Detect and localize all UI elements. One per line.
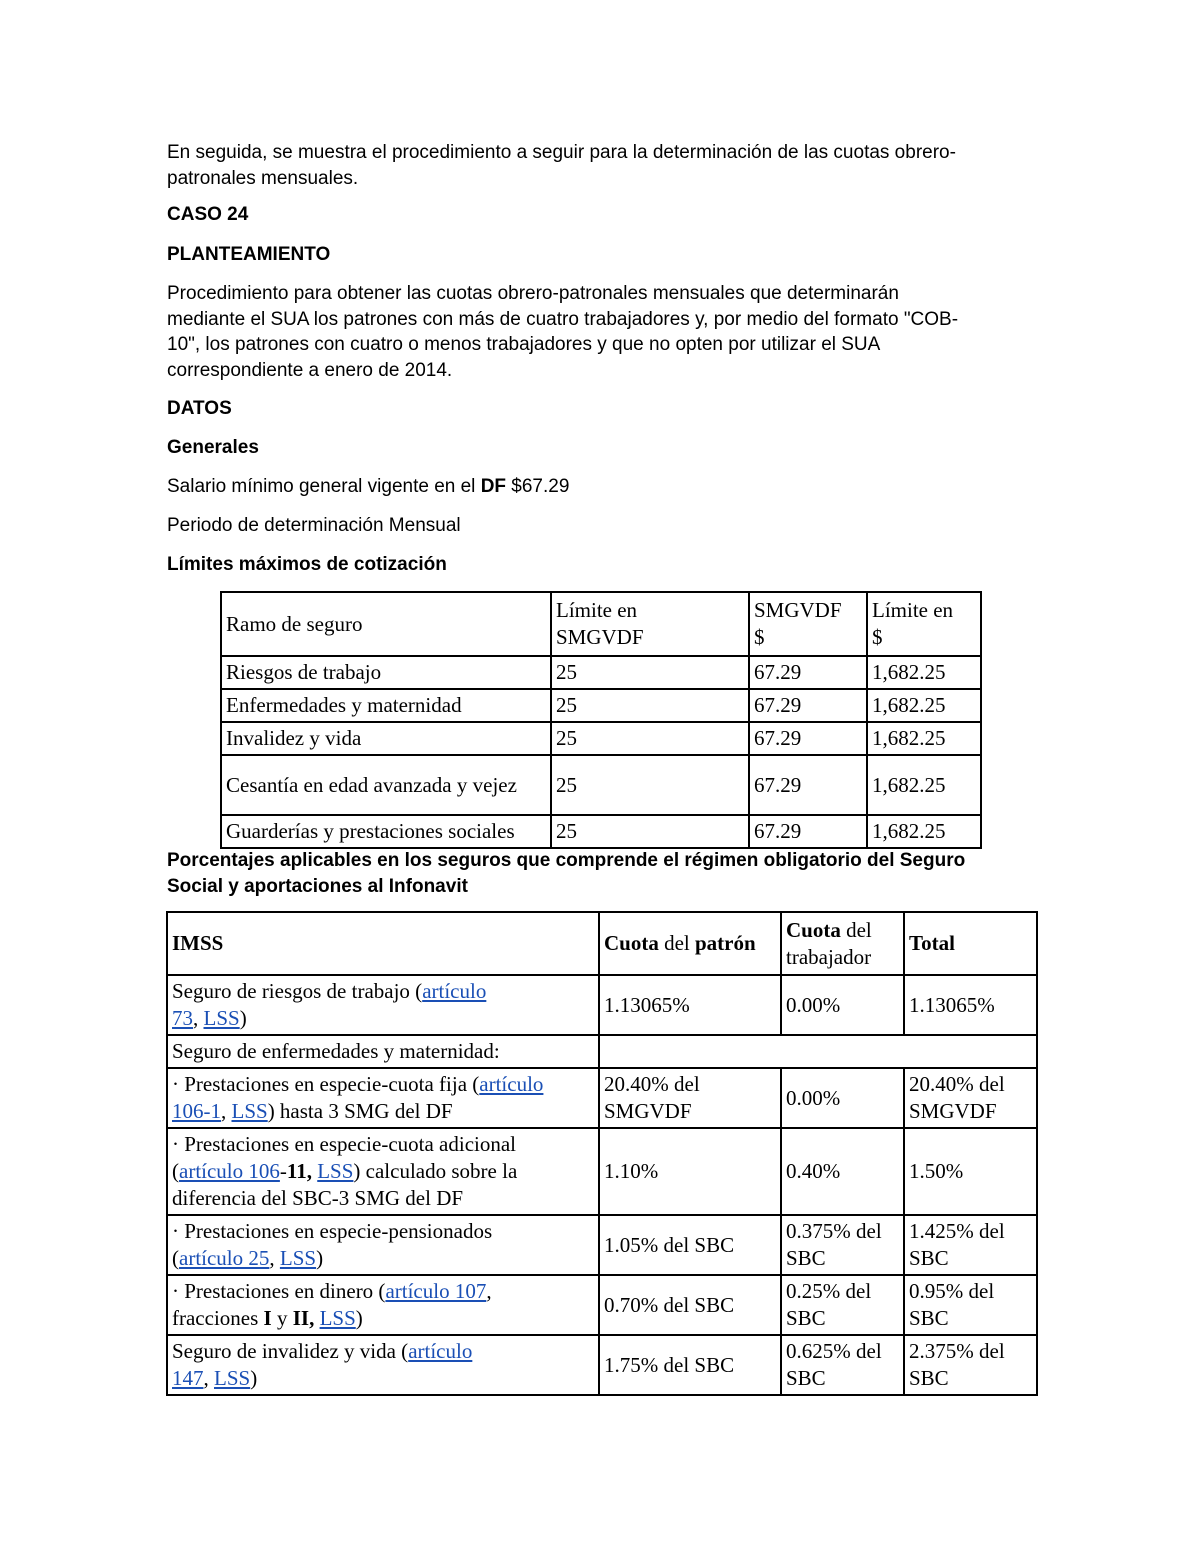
articulo-link[interactable]: artículo (479, 1072, 544, 1096)
datos-heading: DATOS (167, 398, 232, 419)
salario-suffix: $67.29 (506, 476, 570, 497)
patron-cell: 20.40% del SMGVDF (599, 1068, 781, 1128)
total-header-cell: Total (904, 912, 1037, 975)
pesos-cell: 1,682.25 (867, 722, 981, 755)
procedimiento-line-3: 10", los patrones con cuatro o menos trabajadores y que no opten por utilizar el SUA (167, 334, 881, 355)
limits-header-cell: Ramo de seguro (221, 592, 551, 656)
concept-cell: · Prestaciones en dinero (artículo 107, fracciones I y II, LSS) (167, 1275, 599, 1335)
concept-cell: Seguro de invalidez y vida (artículo 147, LSS) (167, 1335, 599, 1395)
lss-link[interactable]: LSS (279, 1246, 317, 1270)
salario-line (167, 474, 1047, 500)
procedimiento-paragraph (167, 281, 1047, 383)
planteamiento-heading: PLANTEAMIENTO (167, 244, 331, 265)
pesos-cell: 1,682.25 (867, 815, 981, 848)
smg-cell: 67.29 (749, 722, 867, 755)
limite-cell: 25 (551, 755, 749, 815)
empty-cell (599, 1035, 1037, 1068)
concept-cell: · Prestaciones en especie-cuota adicional (artículo 106-11, LSS) calculado sobre la diferencia del SBC-3 SMG del DF (167, 1128, 599, 1215)
intro-line-2: patronales mensuales. (167, 167, 359, 189)
ramo-cell: Guarderías y prestaciones sociales (221, 815, 551, 848)
patron-cell: 0.70% del SBC (599, 1275, 781, 1335)
patron-cell: 1.05% del SBC (599, 1215, 781, 1275)
articulo-link[interactable]: artículo 107 (385, 1279, 487, 1303)
smg-cell: 67.29 (749, 689, 867, 722)
total-cell: 2.375% del SBC (904, 1335, 1037, 1395)
salario-df: DF (480, 476, 507, 497)
smg-cell: 67.29 (749, 755, 867, 815)
trabajador-header-cell: Cuota del trabajador (781, 912, 904, 975)
total-cell: 0.95% del SBC (904, 1275, 1037, 1335)
salario-prefix: Salario mínimo general vigente en el (167, 476, 481, 497)
generales-heading: Generales (167, 437, 259, 458)
total-cell: 20.40% del SMGVDF (904, 1068, 1037, 1128)
articulo-link[interactable]: artículo 106 (179, 1159, 280, 1183)
lss-link[interactable]: LSS (231, 1099, 268, 1123)
ramo-cell: Invalidez y vida (221, 722, 551, 755)
table-row (167, 1335, 1037, 1395)
articulo-link[interactable]: artículo (408, 1339, 473, 1363)
porcentajes-heading (167, 848, 1047, 899)
table-row (167, 975, 1037, 1035)
limites-heading: Límites máximos de cotización (167, 554, 447, 575)
patron-cell: 1.10% (599, 1128, 781, 1215)
table-row (167, 1068, 1037, 1128)
patron-cell: 1.75% del SBC (599, 1335, 781, 1395)
lss-link[interactable]: LSS (214, 1366, 251, 1390)
limite-cell: 25 (551, 722, 749, 755)
table-row (167, 1128, 1037, 1215)
table-row (221, 689, 981, 722)
limite-cell: 25 (551, 689, 749, 722)
table-row (167, 1215, 1037, 1275)
lss-link[interactable]: LSS (319, 1306, 356, 1330)
trabajador-cell: 0.625% del SBC (781, 1335, 904, 1395)
patron-header-cell: Cuota del patrón (599, 912, 781, 975)
table-row (221, 815, 981, 848)
procedimiento-line-4: correspondiente a enero de 2014. (167, 359, 453, 381)
limits-header-row (221, 592, 981, 656)
lss-link[interactable]: LSS (203, 1006, 240, 1030)
limite-cell: 25 (551, 656, 749, 689)
patron-cell: 1.13065% (599, 975, 781, 1035)
pesos-cell: 1,682.25 (867, 755, 981, 815)
trabajador-cell: 0.40% (781, 1128, 904, 1215)
total-cell: 1.13065% (904, 975, 1037, 1035)
total-cell: 1.50% (904, 1128, 1037, 1215)
limits-header-cell: SMGVDF $ (749, 592, 867, 656)
limits-table (220, 591, 982, 849)
pesos-cell: 1,682.25 (867, 689, 981, 722)
concept-cell: Seguro de enfermedades y maternidad: (167, 1035, 599, 1068)
articulo-link[interactable]: artículo (422, 979, 487, 1003)
articulo-link[interactable]: 106-1 (172, 1099, 221, 1123)
procedimiento-line-2: mediante el SUA los patrones con más de cuatro trabajadores y, por medio del formato "COB- (167, 308, 959, 330)
articulo-link[interactable]: 73 (172, 1006, 193, 1030)
intro-paragraph (167, 140, 1047, 191)
table-row (167, 1275, 1037, 1335)
procedimiento-line-1: Procedimiento para obtener las cuotas obrero-patronales mensuales que determinarán (167, 283, 899, 304)
lss-link[interactable]: LSS (317, 1159, 354, 1183)
table-row (221, 722, 981, 755)
ramo-cell: Enfermedades y maternidad (221, 689, 551, 722)
total-cell: 1.425% del SBC (904, 1215, 1037, 1275)
imss-table (166, 911, 1038, 1396)
ramo-cell: Riesgos de trabajo (221, 656, 551, 689)
imss-header-cell: IMSS (167, 912, 599, 975)
porcentajes-line-1: Porcentajes aplicables en los seguros que comprende el régimen obligatorio del Seguro (167, 850, 966, 871)
concept-cell: · Prestaciones en especie-pensionados (artículo 25, LSS) (167, 1215, 599, 1275)
smg-cell: 67.29 (749, 656, 867, 689)
concept-cell: · Prestaciones en especie-cuota fija (artículo 106-1, LSS) hasta 3 SMG del DF (167, 1068, 599, 1128)
trabajador-cell: 0.25% del SBC (781, 1275, 904, 1335)
trabajador-cell: 0.00% (781, 1068, 904, 1128)
table-row (221, 656, 981, 689)
articulo-link[interactable]: 147 (172, 1366, 204, 1390)
case-heading: CASO 24 (167, 204, 249, 225)
smg-cell: 67.29 (749, 815, 867, 848)
ramo-cell: Cesantía en edad avanzada y vejez (221, 755, 551, 815)
table-row (221, 755, 981, 815)
imss-header-row (167, 912, 1037, 975)
trabajador-cell: 0.00% (781, 975, 904, 1035)
periodo-line: Periodo de determinación Mensual (167, 515, 461, 536)
trabajador-cell: 0.375% del SBC (781, 1215, 904, 1275)
table-row (167, 1035, 1037, 1068)
intro-line-1: En seguida, se muestra el procedimiento a seguir para la determinación de las cuotas obrero- (167, 142, 956, 163)
limits-header-cell: Límite en SMGVDF (551, 592, 749, 656)
pesos-cell: 1,682.25 (867, 656, 981, 689)
limits-header-cell: Límite en $ (867, 592, 981, 656)
articulo-link[interactable]: artículo 25 (179, 1246, 270, 1270)
concept-cell: Seguro de riesgos de trabajo (artículo 73, LSS) (167, 975, 599, 1035)
porcentajes-line-2: Social y aportaciones al Infonavit (167, 875, 468, 897)
limite-cell: 25 (551, 815, 749, 848)
